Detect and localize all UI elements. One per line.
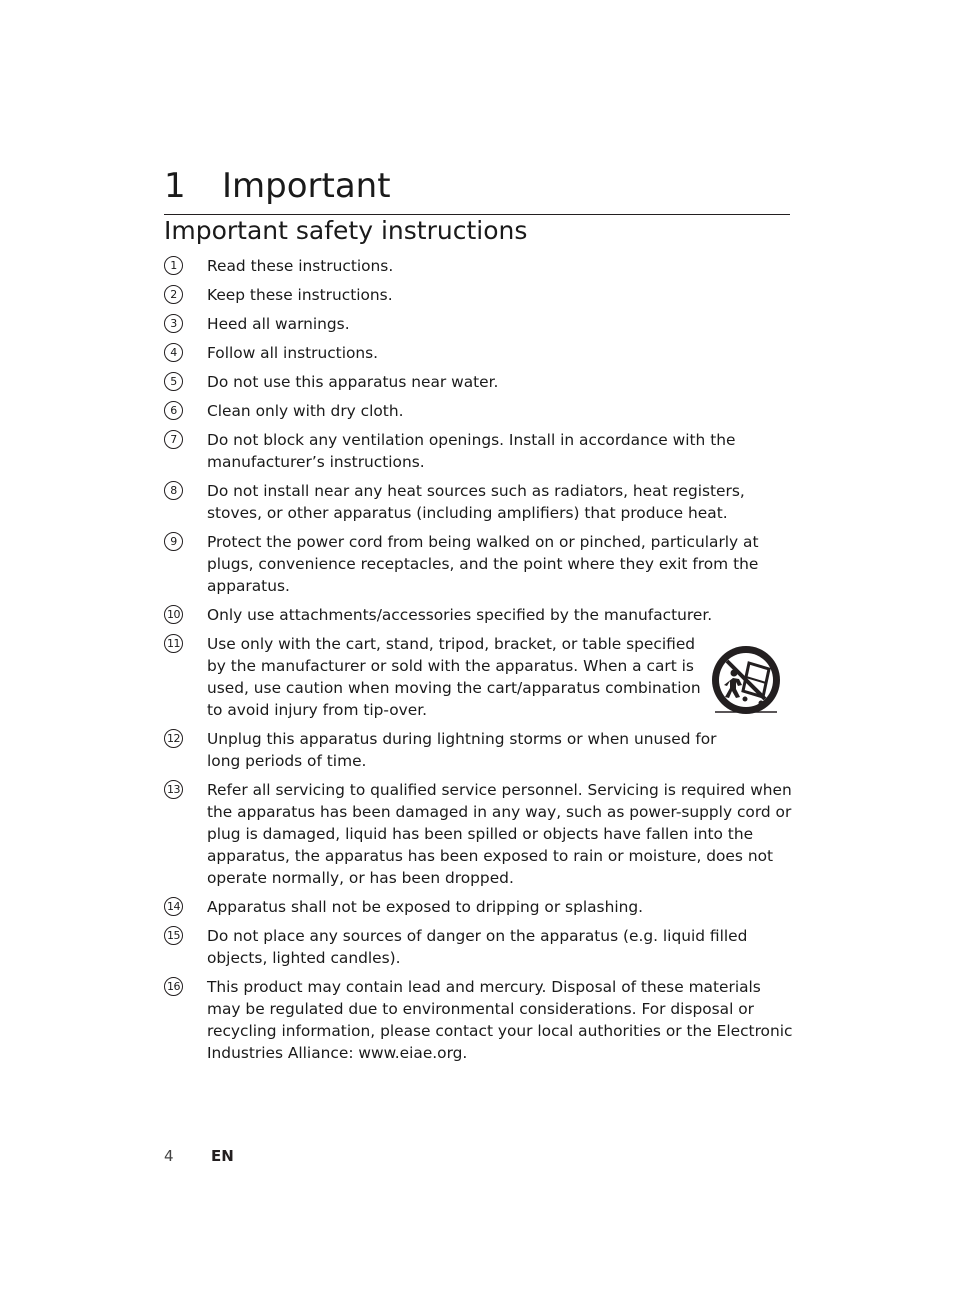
item-number-badge: 11 — [164, 634, 183, 653]
instruction-item — [164, 284, 794, 306]
item-text: Do not place any sources of danger on the apparatus (e.g. liquid filled objects, lighted candles). — [207, 927, 748, 967]
item-number-badge: 16 — [164, 977, 183, 996]
instruction-list — [164, 255, 794, 1071]
item-number-badge: 5 — [164, 372, 183, 391]
item-number-badge: 3 — [164, 314, 183, 333]
item-text: Only use attachments/accessories specified by the manufacturer. — [207, 606, 713, 624]
instruction-item — [164, 925, 794, 969]
item-number-badge: 9 — [164, 532, 183, 551]
instruction-item — [164, 255, 794, 277]
item-number-badge: 1 — [164, 256, 183, 275]
instruction-item — [164, 371, 794, 393]
item-text: Refer all servicing to qualified service personnel. Servicing is required when the apparatus has been damaged in any way, such as power-supply cord or plug is damaged, liquid has been spilled or objects have fallen into the apparatus, the apparatus has been exposed to rain or moisture, does not operate normally, or has been dropped. — [207, 781, 792, 887]
item-number-badge: 12 — [164, 729, 183, 748]
chapter-title: Important — [222, 166, 391, 206]
item-number-badge: 15 — [164, 926, 183, 945]
instruction-item — [164, 604, 794, 626]
item-text: Keep these instructions. — [207, 286, 393, 304]
item-number-badge: 2 — [164, 285, 183, 304]
language-code: EN — [211, 1147, 234, 1165]
instruction-item — [164, 342, 794, 364]
instruction-item — [164, 313, 794, 335]
instruction-item — [164, 633, 794, 721]
instruction-item — [164, 728, 794, 772]
item-text: Use only with the cart, stand, tripod, bracket, or table specified by the manufacturer or sold with the apparatus. When a cart is used, use caution when moving the cart/apparatus combination to avoid injury from tip-over. — [207, 635, 701, 719]
instruction-item — [164, 400, 794, 422]
item-number-badge: 14 — [164, 897, 183, 916]
cart-tip-over-warning-icon — [709, 645, 783, 717]
instruction-item — [164, 779, 794, 889]
instruction-item — [164, 976, 794, 1064]
item-text: Do not block any ventilation openings. Install in accordance with the manufacturer’s instructions. — [207, 431, 736, 471]
item-text: This product may contain lead and mercury. Disposal of these materials may be regulated due to environmental considerations. For disposal or recycling information, please contact your local authorities or the Electronic Industries Alliance: www.eiae.org. — [207, 978, 793, 1062]
item-text: Do not install near any heat sources such as radiators, heat registers, stoves, or other apparatus (including amplifiers) that produce heat. — [207, 482, 745, 522]
chapter-number: 1 — [164, 166, 186, 206]
instruction-item — [164, 429, 794, 473]
item-text: Follow all instructions. — [207, 344, 379, 362]
item-text: Clean only with dry cloth. — [207, 402, 404, 420]
item-text: Protect the power cord from being walked on or pinched, particularly at plugs, convenience receptacles, and the point where they exit from the apparatus. — [207, 533, 759, 595]
item-number-badge: 13 — [164, 780, 183, 799]
item-number-badge: 7 — [164, 430, 183, 449]
item-number-badge: 8 — [164, 481, 183, 500]
item-number-badge: 6 — [164, 401, 183, 420]
item-number-badge: 4 — [164, 343, 183, 362]
instruction-item — [164, 531, 794, 597]
section-title: Important safety instructions — [164, 216, 528, 245]
chapter-heading — [164, 164, 790, 215]
page-number: 4 — [164, 1147, 174, 1165]
item-text: Apparatus shall not be exposed to dripping or splashing. — [207, 898, 644, 916]
instruction-item — [164, 896, 794, 918]
item-text: Read these instructions. — [207, 257, 394, 275]
instruction-item — [164, 480, 794, 524]
item-text: Unplug this apparatus during lightning storms or when unused for long periods of time. — [207, 730, 717, 770]
item-text: Heed all warnings. — [207, 315, 350, 333]
item-text: Do not use this apparatus near water. — [207, 373, 499, 391]
item-number-badge: 10 — [164, 605, 183, 624]
